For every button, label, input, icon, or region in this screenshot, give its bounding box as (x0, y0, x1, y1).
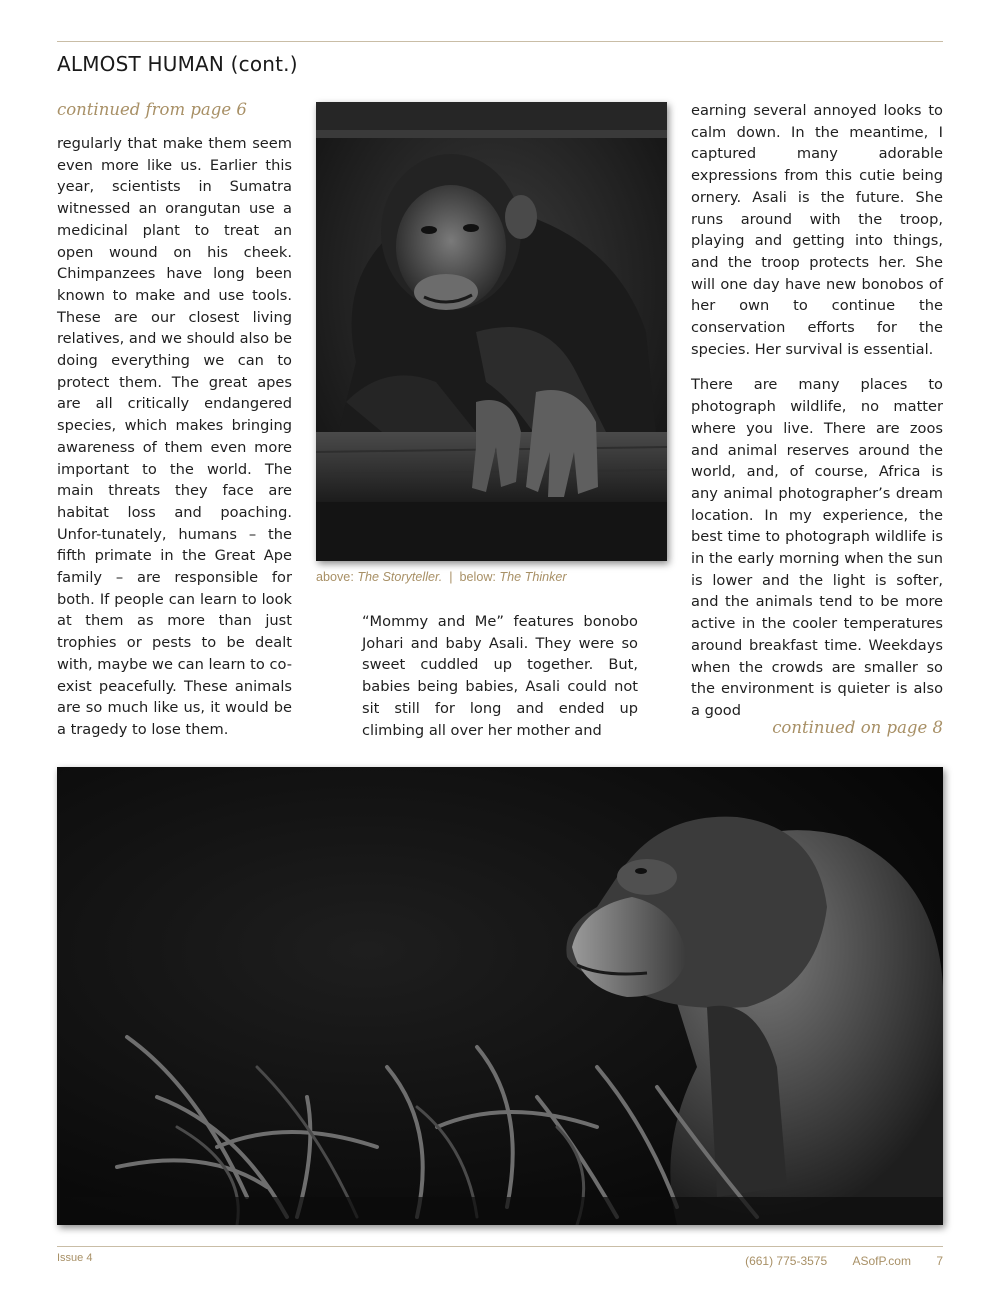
page-number: 7 (936, 1254, 943, 1268)
footer-phone: (661) 775-3575 (745, 1254, 828, 1268)
caption-above-label: above: (316, 570, 354, 584)
left-column-paragraph: regularly that make them seem even more like us. Earlier this year, scientists in Sumatra witnessed an orangutan use a medicinal plant to treat an open wound on his cheek. Chimpanzees have long been known to make and use tools. These are our closest living relatives, and we should also be doing everything we can to protect them. The great apes are all critically endangered species, which makes bringing awareness of them even more important to the world. The main threats they face are habitat loss and poaching. Unfor-tunately, humans – the fifth primate in the Great Ape family – are responsible for both. If people can learn to look at them as more than just trophies or pests to be dealt with, maybe we can learn to co-exist peacefully. These animals are so much like us, it would be a tragedy to lose them. (57, 135, 292, 738)
header-rule (57, 41, 943, 42)
right-column-text (691, 100, 943, 722)
caption-below-label: below: (459, 570, 496, 584)
caption-below-title: The Thinker (499, 570, 567, 584)
caption-separator: | (449, 570, 453, 584)
footer-website[interactable]: ASofP.com (852, 1254, 911, 1268)
right-column-paragraph-2: There are many places to photograph wildlife, no matter where you live. There are zoos and animal reserves around the world, and, of course, Africa is any animal photographer’s dream location. In my experience, the best time to photograph wildlife is in the early morning when the sun is lower and the light is softer, and the animals tend to be more active in the cooler temperatures around breakfast time. Weekdays when the crowds are smaller so the environment is quieter is also a good (691, 376, 943, 719)
photo-caption (316, 570, 567, 584)
storyteller-image (316, 102, 667, 561)
middle-column-paragraph: “Mommy and Me” features bonobo Johari and baby Asali. They were so sweet cuddled up together. But, babies being babies, Asali could not sit still for long and ended up climbing all over her mother and (362, 613, 638, 739)
continued-from-label: continued from page 6 (57, 100, 247, 119)
caption-above-title: The Storyteller. (357, 570, 443, 584)
continued-on-label: continued on page 8 (772, 718, 943, 737)
thinker-photo (57, 767, 943, 1225)
thinker-image (57, 767, 943, 1225)
left-column-text (57, 133, 292, 741)
page-title: ALMOST HUMAN (cont.) (57, 52, 298, 76)
footer-rule (57, 1246, 943, 1247)
issue-label: Issue 4 (57, 1252, 93, 1264)
middle-column-text (362, 611, 638, 741)
storyteller-photo (316, 102, 667, 561)
footer-info (745, 1254, 943, 1268)
right-column-paragraph-1: earning several annoyed looks to calm down. In the meantime, I captured many adorable expressions from this cutie being ornery. Asali is the future. She runs around with the troop, playing and getting into things, and the troop protects her. She will one day have new bonobos of her own to continue the conservation efforts for the species. Her survival is essential. (691, 102, 943, 358)
